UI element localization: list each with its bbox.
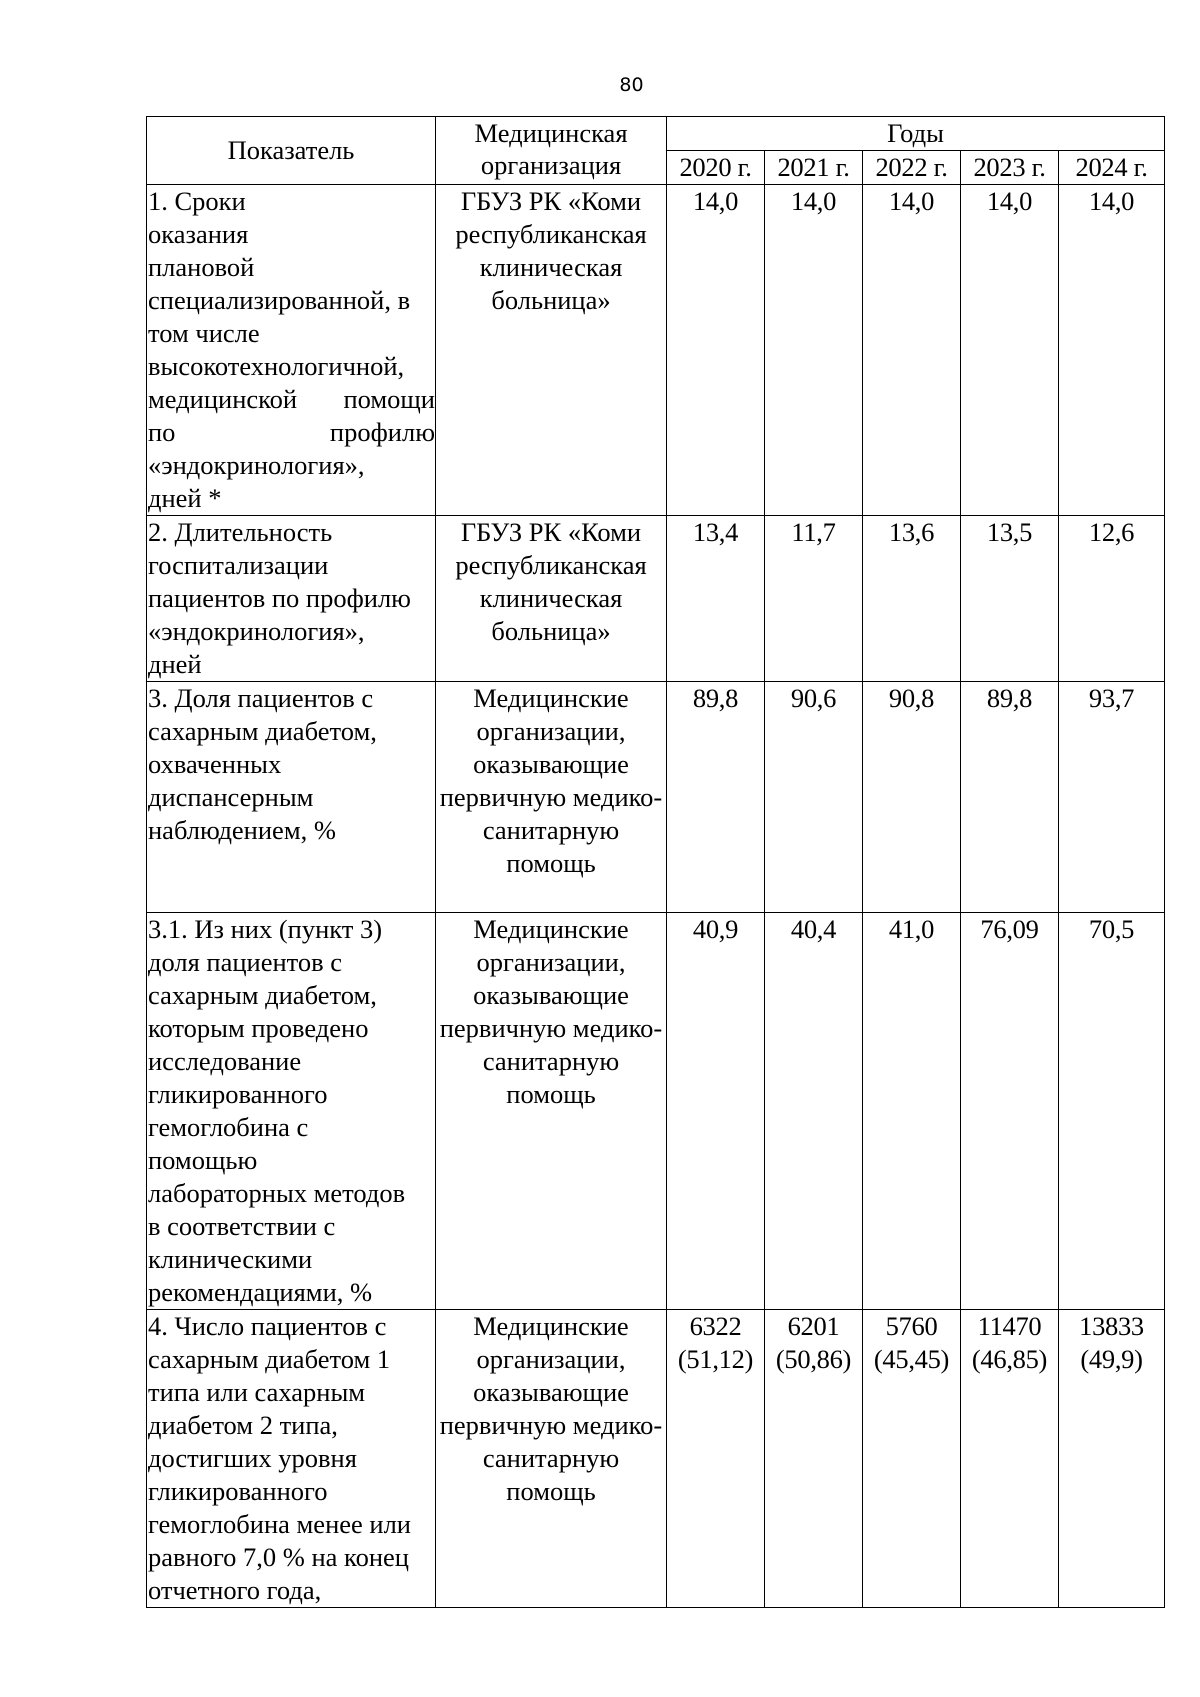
indicator-line: лабораторных методов xyxy=(148,1178,406,1208)
indicator-line: высокотехнологичной, xyxy=(148,351,405,381)
value-cell: 13833 (49,9) xyxy=(1059,1310,1165,1608)
indicator-line: исследование xyxy=(148,1046,302,1076)
indicator-line: плановой xyxy=(148,252,255,282)
value-cell: 93,7 xyxy=(1059,682,1165,913)
value-cell: 76,09 xyxy=(961,913,1059,1310)
indicator-line: рекомендациями, % xyxy=(148,1277,373,1307)
indicator-line: «эндокринология», xyxy=(148,450,365,480)
header-year: 2024 г. xyxy=(1059,151,1165,185)
header-year: 2023 г. xyxy=(961,151,1059,185)
header-row-1 xyxy=(147,117,1165,151)
header-year: 2020 г. xyxy=(667,151,765,185)
indicator-table xyxy=(146,116,1165,1608)
header-years-group: Годы xyxy=(667,117,1165,151)
indicator-line: пациентов по профилю xyxy=(148,583,411,613)
table-row xyxy=(147,516,1165,682)
value-cell: 13,6 xyxy=(863,516,961,682)
indicator-line: 1. Сроки xyxy=(148,186,246,216)
table-row xyxy=(147,185,1165,516)
indicator-line: «эндокринология», xyxy=(148,616,365,646)
value-cell: 13,4 xyxy=(667,516,765,682)
indicator-line: оказания xyxy=(148,219,249,249)
indicator-line: наблюдением, % xyxy=(148,815,336,845)
value-cell: 14,0 xyxy=(765,185,863,516)
table-row xyxy=(147,682,1165,913)
value-cell: 14,0 xyxy=(961,185,1059,516)
table-row xyxy=(147,1310,1165,1608)
value-cell: 40,9 xyxy=(667,913,765,1310)
value-cell: 14,0 xyxy=(1059,185,1165,516)
indicator-line: достигших уровня xyxy=(148,1443,357,1473)
value-cell: 14,0 xyxy=(863,185,961,516)
indicator-line: которым проведено xyxy=(148,1013,369,1043)
value-cell: 12,6 xyxy=(1059,516,1165,682)
indicator-cell xyxy=(147,516,436,682)
indicator-line: гликированного xyxy=(148,1476,328,1506)
value-cell: 6322 (51,12) xyxy=(667,1310,765,1608)
value-cell: 6201 (50,86) xyxy=(765,1310,863,1608)
indicator-line: доля пациентов с xyxy=(148,947,343,977)
value-cell: 13,5 xyxy=(961,516,1059,682)
indicator-line: госпитализации xyxy=(148,550,329,580)
indicator-line: 3.1. Из них (пункт 3) xyxy=(148,914,383,944)
indicator-line: гемоглобина менее или xyxy=(148,1509,411,1539)
indicator-line: специализированной, в xyxy=(148,285,411,315)
indicator-cell xyxy=(147,913,436,1310)
value-cell: 90,8 xyxy=(863,682,961,913)
indicator-line: типа или сахарным xyxy=(148,1377,366,1407)
organization-cell: ГБУЗ РК «Коми республиканская клиническая больница» xyxy=(436,516,667,682)
indicator-line: сахарным диабетом, xyxy=(148,980,377,1010)
indicator-line: гемоглобина с xyxy=(148,1112,309,1142)
indicator-line: помощью xyxy=(148,1145,258,1175)
indicator-line: отчетного года, xyxy=(148,1575,322,1605)
indicator-line: гликированного xyxy=(148,1079,328,1109)
value-cell: 11470 (46,85) xyxy=(961,1310,1059,1608)
value-cell: 89,8 xyxy=(961,682,1059,913)
indicator-line: клиническими xyxy=(148,1244,313,1274)
value-cell: 40,4 xyxy=(765,913,863,1310)
value-cell: 14,0 xyxy=(667,185,765,516)
indicator-line: диабетом 2 типа, xyxy=(148,1410,338,1440)
indicator-line: дней * xyxy=(148,483,222,513)
indicator-line: сахарным диабетом 1 xyxy=(148,1344,391,1374)
header-year: 2022 г. xyxy=(863,151,961,185)
indicator-line: 2. Длительность xyxy=(148,517,333,547)
value-cell: 70,5 xyxy=(1059,913,1165,1310)
indicator-line: охваченных xyxy=(148,749,282,779)
value-cell: 41,0 xyxy=(863,913,961,1310)
indicator-line: медицинской помощи xyxy=(148,384,435,414)
indicator-line: равного 7,0 % на конец xyxy=(148,1542,409,1572)
organization-cell: Медицинские организации, оказывающие первичную медико-санитарную помощь xyxy=(436,682,667,913)
indicator-line: в соответствии с xyxy=(148,1211,336,1241)
value-cell: 11,7 xyxy=(765,516,863,682)
organization-cell: ГБУЗ РК «Коми республиканская клиническая больница» xyxy=(436,185,667,516)
indicator-cell xyxy=(147,1310,436,1608)
value-cell: 90,6 xyxy=(765,682,863,913)
indicator-line: по профилю xyxy=(148,417,435,447)
indicator-line: дней xyxy=(148,649,202,679)
organization-cell: Медицинские организации, оказывающие первичную медико-санитарную помощь xyxy=(436,1310,667,1608)
header-organization: Медицинская организация xyxy=(436,117,667,185)
value-cell: 5760 (45,45) xyxy=(863,1310,961,1608)
indicator-line: том числе xyxy=(148,318,260,348)
page-number: 80 xyxy=(619,74,644,96)
indicator-line: диспансерным xyxy=(148,782,314,812)
value-cell: 89,8 xyxy=(667,682,765,913)
indicator-line: 3. Доля пациентов с xyxy=(148,683,374,713)
indicator-line: 4. Число пациентов с xyxy=(148,1311,387,1341)
indicator-line: сахарным диабетом, xyxy=(148,716,377,746)
header-indicator: Показатель xyxy=(147,117,436,185)
indicator-cell xyxy=(147,185,436,516)
indicator-cell xyxy=(147,682,436,913)
table-row xyxy=(147,913,1165,1310)
header-year: 2021 г. xyxy=(765,151,863,185)
organization-cell: Медицинские организации, оказывающие первичную медико-санитарную помощь xyxy=(436,913,667,1310)
